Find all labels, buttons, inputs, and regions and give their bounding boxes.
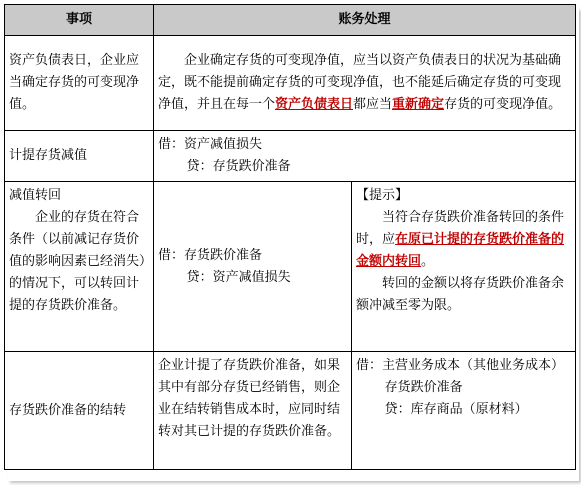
journal-entry: [352, 352, 576, 470]
row-item-label: 计提存货减值: [5, 131, 154, 182]
table-row: [5, 36, 576, 131]
desc-text: 存货的可变现净值。: [444, 97, 562, 112]
row-item-label: 存货跌价准备的结转: [5, 352, 154, 470]
table-row: [5, 352, 576, 470]
credit-line: 贷：资产减值损失: [186, 269, 291, 285]
tip-text: 当符合存货跌价准备转回的条件时，应: [356, 210, 565, 247]
debit-line: 借：存货跌价准备: [158, 247, 263, 263]
header-accounting: 账务处理: [154, 5, 576, 36]
table-row: [5, 182, 576, 352]
highlight-text: 资产负债表日: [275, 97, 354, 112]
table-row: [5, 131, 576, 182]
highlight-text: 重新确定: [392, 97, 445, 112]
row-description: [154, 36, 576, 131]
journal-entry: [154, 182, 352, 352]
tip-title: 【提示】: [356, 188, 409, 203]
row-item-label: 资产负债表日，企业应当确定存货的可变现净值。: [5, 36, 154, 131]
item-body: 企业的存货在符合条件（以前减记存货价值的影响因素已经消失）的情况下，可以转回计提的存货跌价准备。: [9, 210, 146, 313]
journal-entry: [154, 131, 576, 182]
header-row: [5, 5, 576, 36]
header-item: 事项: [5, 5, 154, 36]
highlight-text: 在原已计提的存货跌价准备的金额内转回: [356, 232, 565, 269]
tip-text: 。: [421, 254, 435, 269]
tip-box: [352, 182, 576, 352]
tip-text: 转回的金额以将存货跌价准备余额冲减至零为限。: [356, 276, 565, 313]
credit-line: 贷：存货跌价准备: [186, 159, 291, 174]
item-title: 减值转回: [9, 188, 62, 203]
debit-line: 借：主营业务成本（其他业务成本）: [356, 358, 565, 373]
credit-line: 贷：库存商品（原材料）: [384, 402, 528, 417]
debit-line: 借：资产减值损失: [158, 137, 263, 152]
row-description: 企业计提了存货跌价准备，如果其中有部分存货已经销售，则企业在结转销售成本时，应同时结转对其已计提的存货跌价准备。: [154, 352, 352, 470]
desc-text: 企业确定存货的可变现净值，应当以资产负债表日的状况为基础确定，既不能提前确定存货的可变现净值，也不能延后确定存货的可变现净值，并且在每一个: [158, 53, 562, 112]
row-item-label: [5, 182, 154, 352]
desc-text: 都应当: [353, 97, 393, 112]
debit-line-2: 存货跌价准备: [384, 380, 463, 395]
accounting-table: [4, 4, 576, 470]
